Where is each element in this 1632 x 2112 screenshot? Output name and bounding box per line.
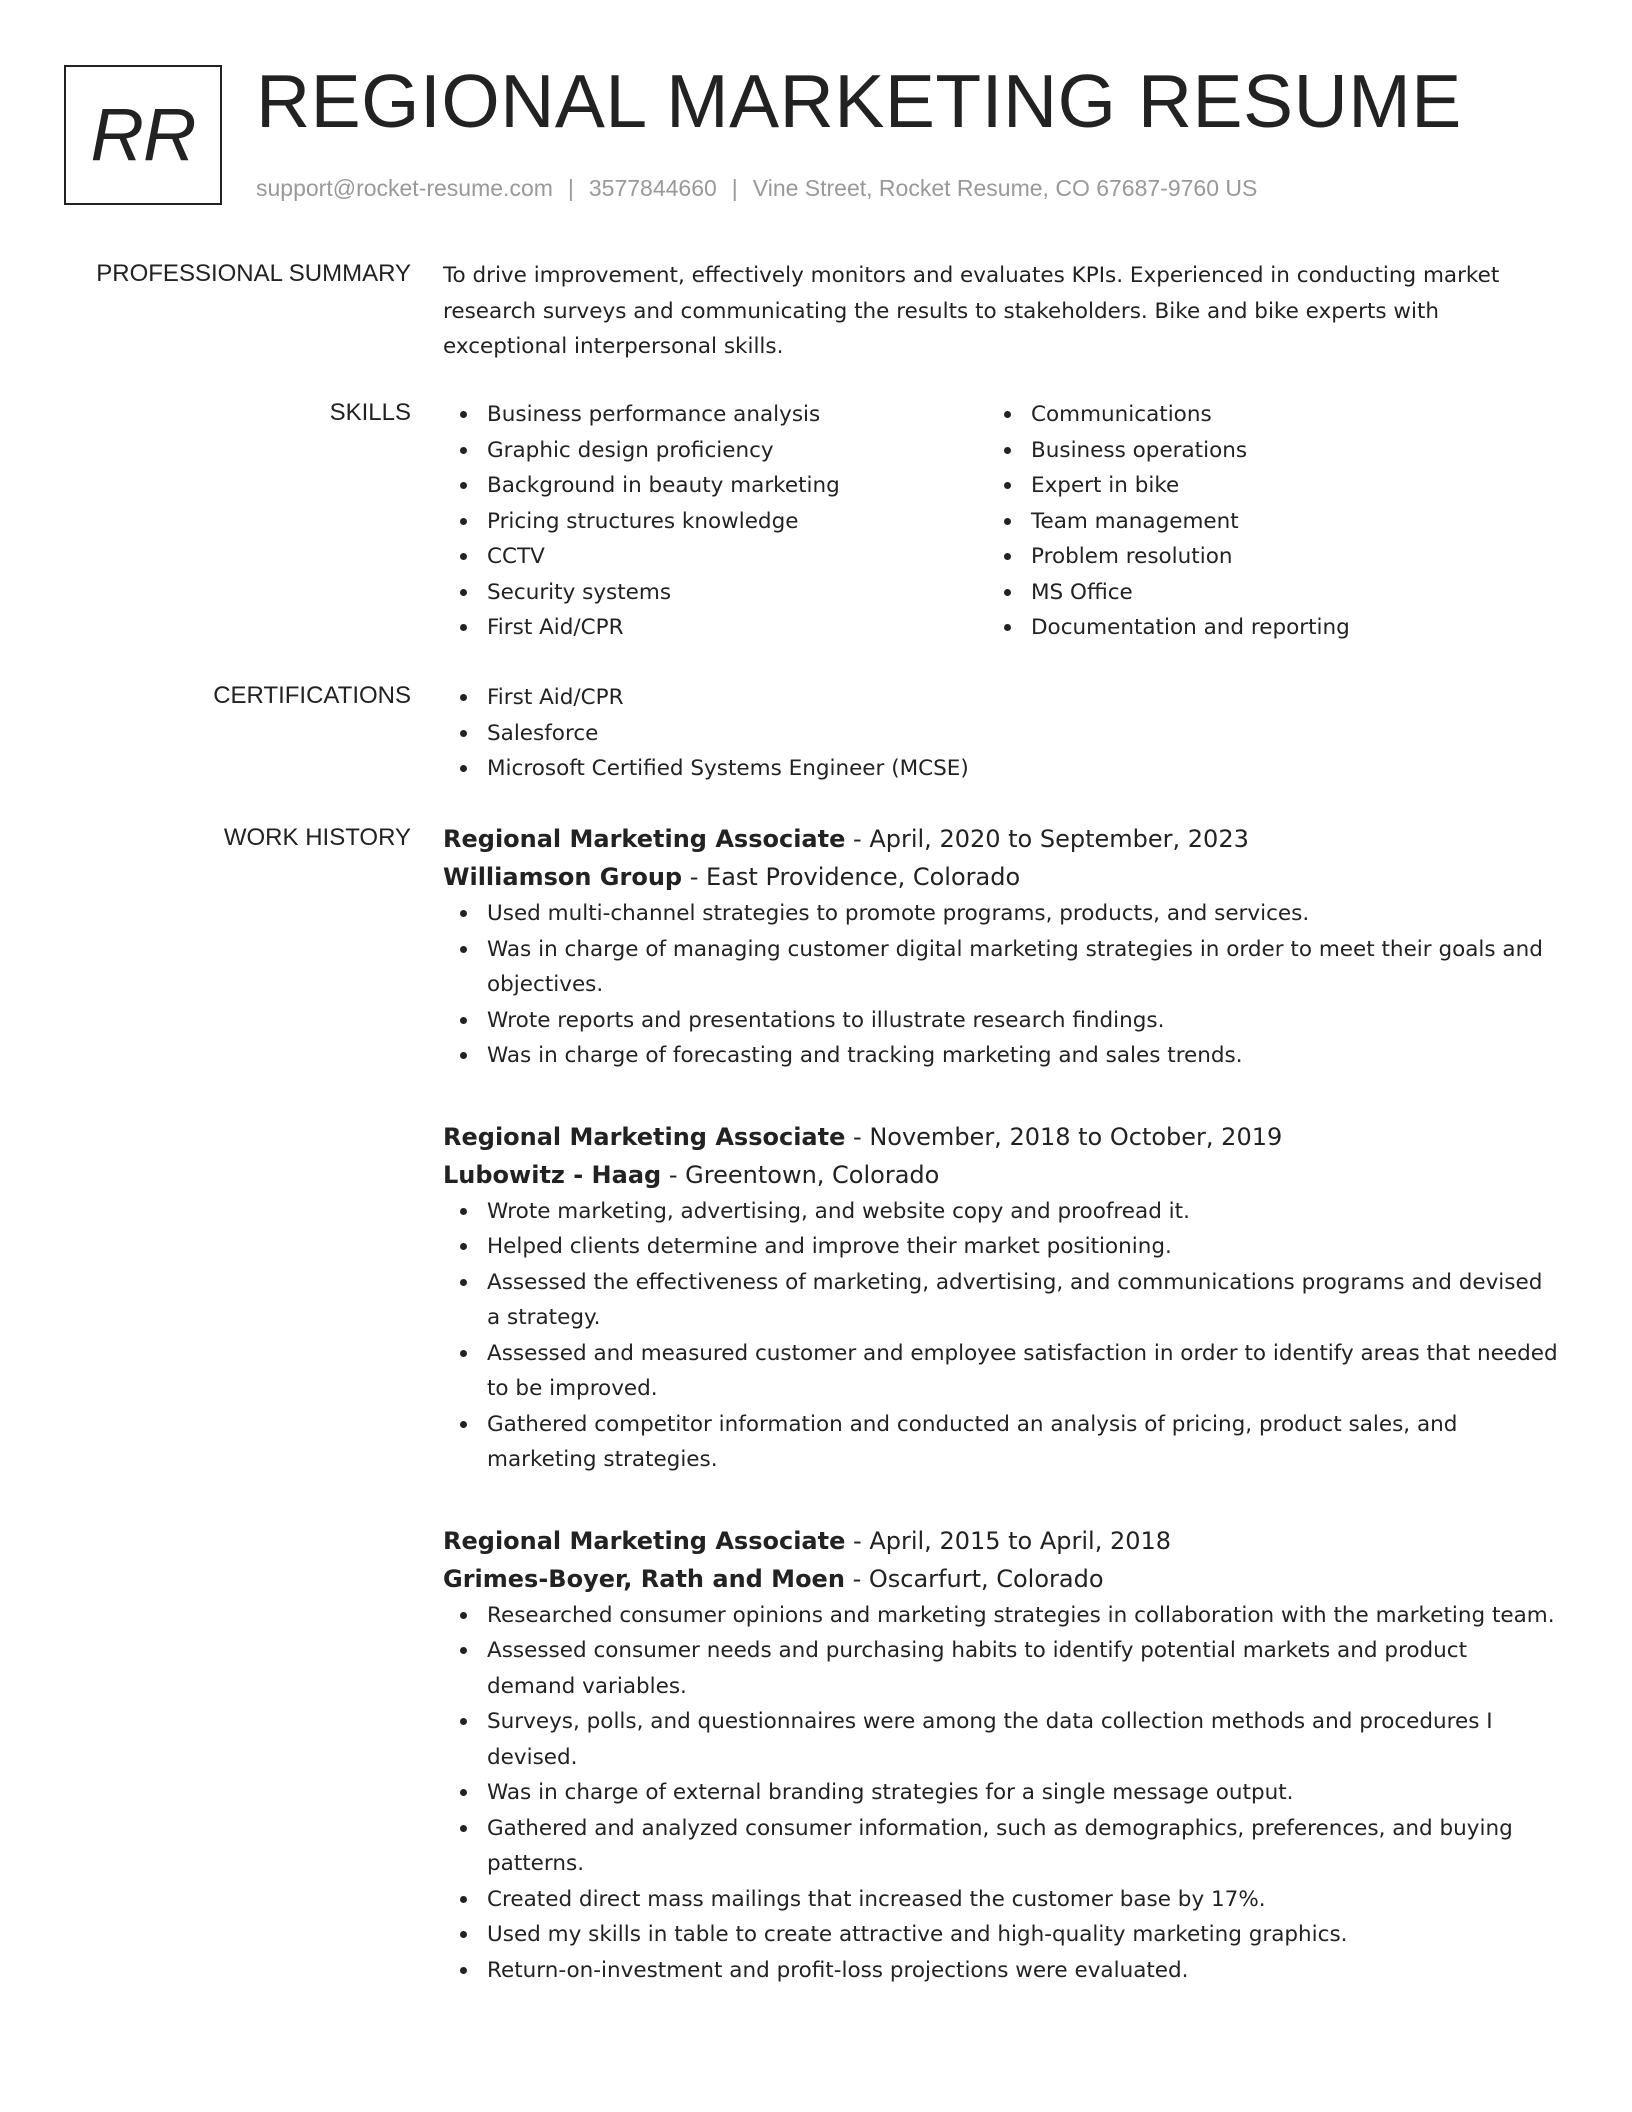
list-item: First Aid/CPR bbox=[443, 680, 1558, 716]
certifications-list bbox=[443, 680, 1558, 787]
summary-label: PROFESSIONAL SUMMARY bbox=[96, 260, 411, 287]
list-item: CCTV bbox=[443, 539, 987, 575]
list-item: Helped clients determine and improve their market positioning. bbox=[443, 1229, 1558, 1265]
contact-email: support@rocket-resume.com bbox=[256, 175, 553, 201]
job-company: Lubowitz - Haag bbox=[443, 1160, 662, 1189]
contact-separator: | bbox=[731, 175, 738, 201]
contact-address: Vine Street, Rocket Resume, CO 67687-9760 US bbox=[752, 175, 1258, 201]
list-item: Assessed the effectiveness of marketing, advertising, and communications programs and devised a strategy. bbox=[443, 1265, 1558, 1336]
list-item: First Aid/CPR bbox=[443, 610, 987, 646]
summary-text: To drive improvement, effectively monitors and evaluates KPIs. Experienced in conducting market research surveys and communicating the results to stakeholders. Bike and bike experts with exceptional interpersonal skills. bbox=[443, 263, 1500, 359]
list-item: Expert in bike bbox=[987, 468, 1531, 504]
summary-body bbox=[443, 258, 1558, 365]
list-item: Documentation and reporting bbox=[987, 610, 1531, 646]
skills-body bbox=[443, 397, 1558, 646]
job-title: Regional Marketing Associate bbox=[443, 1122, 846, 1151]
job-dash: - bbox=[668, 1160, 678, 1189]
job-dash: - bbox=[853, 1122, 862, 1151]
job-dates: April, 2015 to April, 2018 bbox=[869, 1526, 1172, 1555]
skills-column-2 bbox=[987, 397, 1531, 646]
list-item: Created direct mass mailings that increased the customer base by 17%. bbox=[443, 1882, 1558, 1918]
job-company-line bbox=[443, 1560, 1558, 1598]
list-item: Gathered competitor information and conducted an analysis of pricing, product sales, and marketing strategies. bbox=[443, 1407, 1558, 1478]
job-dash: - bbox=[689, 863, 699, 891]
job-dates: November, 2018 to October, 2019 bbox=[869, 1122, 1283, 1151]
contact-separator: | bbox=[567, 175, 574, 201]
job-dash: - bbox=[852, 1564, 862, 1593]
job-title-line bbox=[443, 820, 1558, 858]
list-item: Used my skills in table to create attractive and high-quality marketing graphics. bbox=[443, 1917, 1558, 1953]
list-item: Problem resolution bbox=[987, 539, 1531, 575]
job-bullets bbox=[443, 1194, 1558, 1478]
list-item: Security systems bbox=[443, 575, 987, 611]
certifications-body bbox=[443, 680, 1558, 787]
job-title: Regional Marketing Associate bbox=[443, 825, 846, 853]
list-item: Business operations bbox=[987, 433, 1531, 469]
job-location: Oscarfurt, Colorado bbox=[868, 1564, 1104, 1593]
list-item: Gathered and analyzed consumer information, such as demographics, preferences, and buying patterns. bbox=[443, 1811, 1558, 1882]
list-item: Team management bbox=[987, 504, 1531, 540]
list-item: Wrote reports and presentations to illustrate research findings. bbox=[443, 1003, 1558, 1039]
job-location: East Providence, Colorado bbox=[706, 863, 1021, 891]
job-title-line bbox=[443, 1522, 1558, 1560]
job-bullets bbox=[443, 1598, 1558, 1989]
list-item: Microsoft Certified Systems Engineer (MCSE) bbox=[443, 751, 1558, 787]
monogram-initials: RR bbox=[90, 92, 196, 176]
contact-phone: 3577844660 bbox=[588, 175, 717, 201]
list-item: Background in beauty marketing bbox=[443, 468, 987, 504]
contact-line bbox=[256, 174, 1257, 202]
job-bullets bbox=[443, 896, 1558, 1074]
job-location: Greentown, Colorado bbox=[685, 1160, 940, 1189]
job-company: Grimes-Boyer, Rath and Moen bbox=[443, 1564, 845, 1593]
resume-title: REGIONAL MARKETING RESUME bbox=[256, 59, 1462, 143]
job-entry bbox=[443, 820, 1558, 1074]
job-company-line bbox=[443, 1156, 1558, 1194]
list-item: Pricing structures knowledge bbox=[443, 504, 987, 540]
certifications-label: CERTIFICATIONS bbox=[213, 682, 411, 709]
list-item: Assessed consumer needs and purchasing habits to identify potential markets and product demand variables. bbox=[443, 1633, 1558, 1704]
list-item: Business performance analysis bbox=[443, 397, 987, 433]
list-item: Used multi-channel strategies to promote programs, products, and services. bbox=[443, 896, 1558, 932]
job-company: Williamson Group bbox=[443, 863, 683, 891]
list-item: Wrote marketing, advertising, and website copy and proofread it. bbox=[443, 1194, 1558, 1230]
list-item: Return-on-investment and profit-loss projections were evaluated. bbox=[443, 1953, 1558, 1989]
skills-column-1 bbox=[443, 397, 987, 646]
list-item: Salesforce bbox=[443, 716, 1558, 752]
list-item: Surveys, polls, and questionnaires were among the data collection methods and procedures I devised. bbox=[443, 1704, 1558, 1775]
job-dash: - bbox=[853, 1526, 862, 1555]
list-item: Graphic design proficiency bbox=[443, 433, 987, 469]
job-company-line bbox=[443, 858, 1558, 896]
list-item: MS Office bbox=[987, 575, 1531, 611]
job-dash: - bbox=[853, 825, 862, 853]
list-item: Researched consumer opinions and marketing strategies in collaboration with the marketing team. bbox=[443, 1598, 1558, 1634]
job-title-line bbox=[443, 1118, 1558, 1156]
job-title: Regional Marketing Associate bbox=[443, 1526, 846, 1555]
list-item: Was in charge of managing customer digital marketing strategies in order to meet their goals and objectives. bbox=[443, 932, 1558, 1003]
list-item: Was in charge of forecasting and tracking marketing and sales trends. bbox=[443, 1038, 1558, 1074]
job-entry bbox=[443, 1522, 1558, 1989]
work-history-body bbox=[443, 820, 1558, 1988]
skills-label: SKILLS bbox=[329, 399, 411, 426]
work-history-label: WORK HISTORY bbox=[223, 824, 411, 851]
list-item: Assessed and measured customer and employee satisfaction in order to identify areas that needed to be improved. bbox=[443, 1336, 1558, 1407]
list-item: Communications bbox=[987, 397, 1531, 433]
monogram-box bbox=[64, 65, 222, 205]
job-dates: April, 2020 to September, 2023 bbox=[869, 825, 1249, 853]
job-entry bbox=[443, 1118, 1558, 1478]
list-item: Was in charge of external branding strategies for a single message output. bbox=[443, 1775, 1558, 1811]
